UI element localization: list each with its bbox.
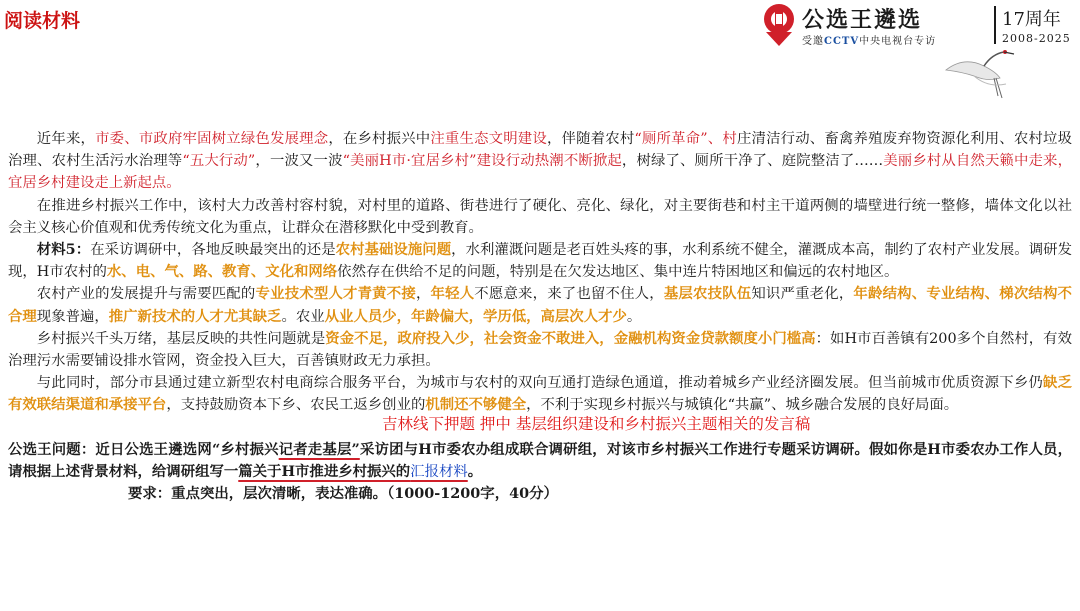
page-title: 阅读材料: [4, 10, 81, 32]
logo-tagline: 受邀CCTV中央电视台专访: [802, 36, 937, 47]
requirement-text: 要求：重点突出，层次清晰，表达准确。（1000-1200字，40分）: [128, 485, 558, 503]
paragraph-2: 在推进乡村振兴工作中，该村大力改善村容村貌，对村里的道路、街巷进行了硬化、亮化、绿化，对主要街巷和村主干道两侧的墙壁进行统一整修，墙体文化以社会主义核心价值观和优秀传统文化为重点，让群众在潜移默化中受到教育。: [8, 197, 1072, 236]
reading-material: [8, 128, 1072, 505]
logo-year-range: 2008-2025: [1002, 32, 1071, 45]
crane-icon: [944, 48, 1024, 108]
logo-divider: [994, 6, 996, 44]
question-paragraph: 公选王问题：近日公选王遴选网“乡村振兴记者走基层”采访团与H市委农办组成联合调研组，对该市乡村振兴工作进行专题采访调研。假如你是H市委农办工作人员，请根据上述背景材料，给调研组写一篇关于H市推进乡村振兴的汇报材料。: [8, 440, 1073, 480]
logo-brand-text: 公选王遴选: [802, 7, 923, 33]
paragraph-6: 与此同时，部分市县通过建立新型农村电商综合服务平台，为城市与农村的双向互通打造绿色通道，推动着城乡产业经济圈发展。但当前城市优质资源下乡仍缺乏有效联结渠道和承接平台，支持鼓励资本下乡、农民工返乡创业的机制还不够健全，不利于实现乡村振兴与城镇化“共赢”、城乡融合发展的良好局面。: [8, 374, 1072, 414]
stamp-line: [8, 414, 1072, 439]
paragraph-4: 农村产业的发展提升与需要匹配的专业技术型人才青黄不接，年轻人不愿意来，来了也留不住人，基层农技队伍知识严重老化，年龄结构、专业结构、梯次结构不合理现象普遍，推广新技术的人才尤其缺乏。农业从业人员少，年龄偏大，学历低，高层次人才少。: [8, 285, 1072, 325]
prediction-stamp: 吉林线下押题 押中 基层组织建设和乡村振兴主题相关的发言稿: [382, 414, 811, 433]
logo-years: 17周年: [1002, 9, 1061, 30]
paragraph-5: 乡村振兴千头万绪，基层反映的共性问题就是资金不足，政府投入少，社会资金不敢进入，金融机构资金贷款额度小门槛高：如H市百善镇有200多个自然村，有效治理污水需要铺设排水管网，资金投入巨大，百善镇财政无力承担。: [8, 329, 1072, 370]
paragraph-material-5: 材料5：在采访调研中，各地反映最突出的还是农村基础设施问题，水利灌溉问题是老百姓头疼的事，水利系统不健全，灌溉成本高，制约了农村产业发展。调研发现，H市农村的水、电、气、路、教育、文化和网络依然存在供给不足的问题，特别是在欠发达地区、集中连片特困地区和偏远的农村地区。: [8, 241, 1072, 281]
paragraph-1: 近年来，市委、市政府牢固树立绿色发展理念，在乡村振兴中注重生态文明建设，伴随着农村“厕所革命”、村庄清洁行动、畜禽养殖废弃物资源化利用、农村垃圾治理、农村生活污水治理等“五大行动”，一波又一波“美丽H市·宜居乡村”建设行动热潮不断掀起，树绿了、厕所干净了、庭院整洁了……美丽乡村从自然天籁中走来，宜居乡村建设走上新起点。: [8, 131, 1072, 192]
seal-logo-icon: [762, 2, 796, 48]
brand-logo: [762, 2, 1080, 50]
cctv-logo-icon: CCTV: [824, 36, 860, 47]
